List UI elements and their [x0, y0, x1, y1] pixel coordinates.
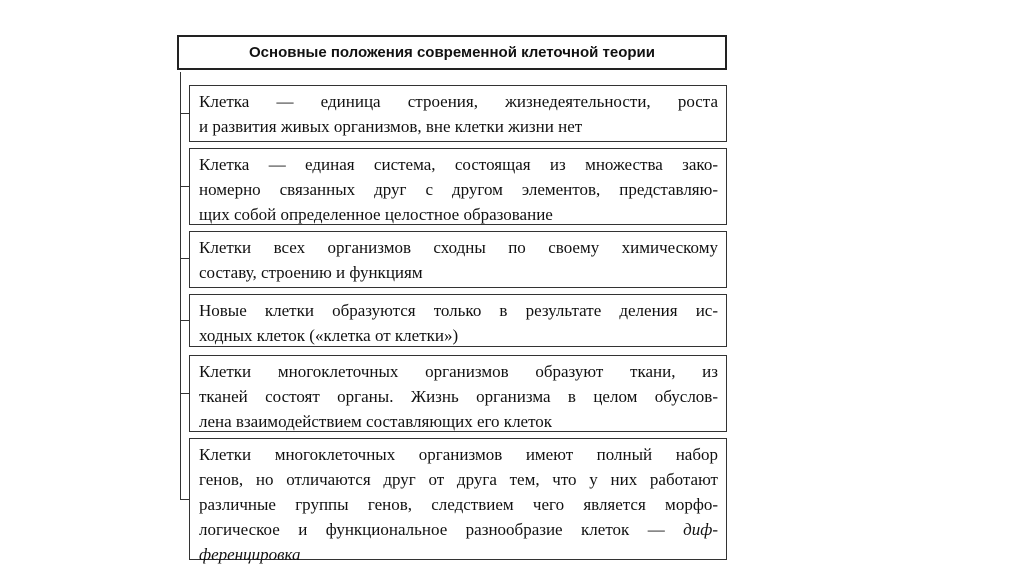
item-line: различные группы генов, следствием чего является морфо- — [199, 495, 718, 514]
item-line: Клетки многоклеточных организмов имеют полный набор — [199, 445, 718, 464]
item-line: номерно связанных друг с другом элементов, представляю- — [199, 180, 718, 199]
theory-item-2 — [189, 148, 727, 225]
item-line: тканей состоят органы. Жизнь организма в целом обуслов- — [199, 387, 718, 406]
theory-item-5 — [189, 355, 727, 432]
item-line: генов, но отличаются друг от друга тем, что у них работают — [199, 470, 718, 489]
theory-item-1 — [189, 85, 727, 142]
connector-spine — [180, 72, 181, 499]
item-line-text: логическое и функциональное разнообразие клеток — — [199, 520, 684, 539]
italic-term: ференцировка — [199, 545, 301, 564]
item-line: Новые клетки образуются только в результате деления ис- — [199, 301, 718, 320]
item-line: ходных клеток («клетка от клетки») — [199, 326, 459, 345]
item-line: Клетка — единица строения, жизнедеятельности, роста — [199, 92, 718, 111]
italic-term: диф- — [683, 520, 718, 539]
item-line: и развития живых организмов, вне клетки жизни нет — [199, 117, 583, 136]
item-line: лена взаимодействием составляющих его клеток — [199, 412, 553, 431]
item-line: Клетки многоклеточных организмов образуют ткани, из — [199, 362, 718, 381]
item-line: щих собой определенное целостное образование — [199, 205, 553, 224]
diagram-title: Основные положения современной клеточной теории — [177, 35, 727, 70]
item-line: составу, строению и функциям — [199, 263, 423, 282]
item-line — [199, 517, 718, 542]
item-line: Клетки всех организмов сходны по своему химическому — [199, 238, 718, 257]
theory-item-3 — [189, 231, 727, 288]
theory-item-6 — [189, 438, 727, 564]
item-line: Клетка — единая система, состоящая из множества зако- — [199, 155, 718, 174]
theory-item-4 — [189, 294, 727, 347]
